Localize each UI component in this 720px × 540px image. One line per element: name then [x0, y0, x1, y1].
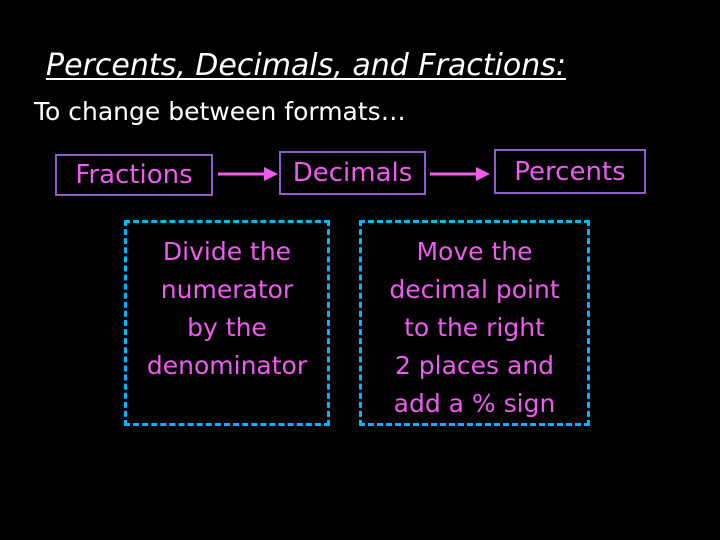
- note-line: Move the: [416, 237, 533, 266]
- note-line: by the: [187, 313, 267, 342]
- arrow-right-icon: [430, 164, 492, 184]
- decimals-to-percents-note: [359, 220, 590, 426]
- note-line: 2 places and: [394, 351, 555, 380]
- note-line: decimal point: [389, 275, 560, 304]
- fractions-box: Fractions: [55, 154, 213, 196]
- note-line: Divide the: [162, 237, 292, 266]
- fractions-to-decimals-note: [124, 220, 330, 426]
- note-line: to the right: [404, 313, 545, 342]
- decimals-box: Decimals: [279, 151, 426, 195]
- note-line: denominator: [146, 351, 308, 380]
- note-line: numerator: [160, 275, 294, 304]
- note-line: add a % sign: [393, 389, 556, 418]
- arrow-right-icon: [218, 164, 280, 184]
- page-title: Percents, Decimals, and Fractions:: [46, 48, 566, 83]
- percents-box: Percents: [494, 149, 646, 194]
- subtitle: To change between formats…: [34, 97, 406, 126]
